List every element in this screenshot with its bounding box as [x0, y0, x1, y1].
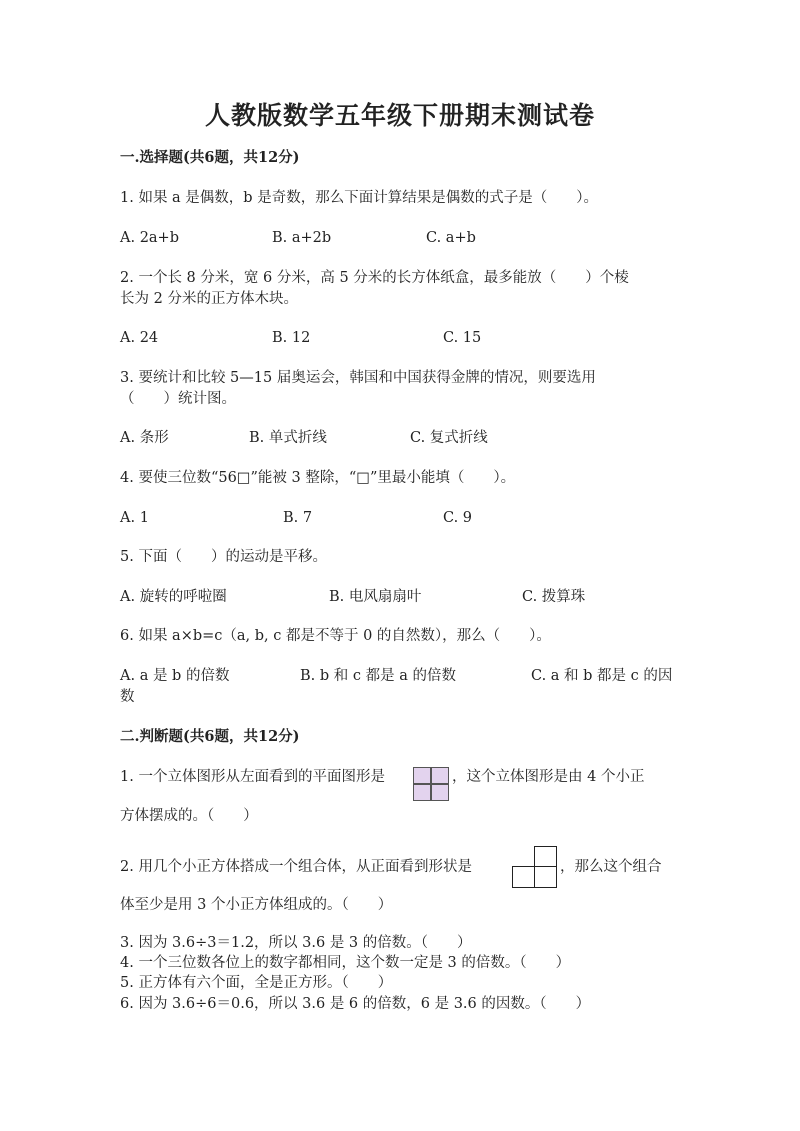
question-3-text-line2: （ ）统计图。	[120, 391, 236, 407]
question-2-option-c: C. 15	[443, 330, 482, 346]
question-6-option-c-wrap: 数	[120, 689, 135, 705]
question-3-option-c: C. 复式折线	[410, 430, 488, 446]
figure-square-top	[534, 846, 557, 868]
question-5-option-c: C. 拨算珠	[522, 589, 586, 605]
section-heading-judgement: 二.判断题(共6题，共12分)	[120, 728, 300, 745]
question-1-text: 1. 如果 a 是偶数，b 是奇数，那么下面计算结果是偶数的式子是（ ）。	[120, 190, 598, 206]
judgement-1-text-before: 1. 一个立体图形从左面看到的平面图形是	[120, 769, 385, 785]
judgement-6-text: 6. 因为 3.6÷6＝0.6，所以 3.6 是 6 的倍数，6 是 3.6 的因数。（ ）	[120, 996, 591, 1012]
question-5-option-b: B. 电风扇扇叶	[329, 589, 422, 605]
figure-divider-horizontal	[414, 783, 448, 785]
question-3-text-line1: 3. 要统计和比较 5—15 届奥运会，韩国和中国获得金牌的情况，则要选用	[120, 370, 596, 386]
question-1-option-c: C. a+b	[426, 230, 476, 246]
judgement-4-text: 4. 一个三位数各位上的数字都相同，这个数一定是 3 的倍数。（ ）	[120, 955, 571, 971]
two-by-two-square-figure	[413, 767, 449, 801]
question-2-text-line2: 长为 2 分米的正方体木块。	[120, 291, 298, 307]
question-6-text: 6. 如果 a×b=c（a, b, c 都是不等于 0 的自然数），那么（ ）。	[120, 628, 551, 644]
judgement-3-text: 3. 因为 3.6÷3＝1.2，所以 3.6 是 3 的倍数。（ ）	[120, 935, 472, 951]
figure-square-bottom-left	[512, 866, 535, 888]
judgement-2-text-line2: 体至少是用 3 个小正方体组成的。（ ）	[120, 897, 393, 913]
question-6-option-a: A. a 是 b 的倍数	[120, 668, 230, 684]
judgement-2-text-before: 2. 用几个小正方体搭成一个组合体，从正面看到形状是	[120, 859, 472, 875]
figure-square-bottom-right	[534, 866, 557, 888]
judgement-1-text-after: ，这个立体图形是由 4 个小正	[452, 769, 645, 785]
question-2-text-line1: 2. 一个长 8 分米，宽 6 分米，高 5 分米的长方体纸盒，最多能放（ ）个棱	[120, 270, 629, 286]
question-6-option-c: C. a 和 b 都是 c 的因	[531, 668, 673, 684]
question-2-option-a: A. 24	[120, 330, 159, 346]
question-3-option-a: A. 条形	[120, 430, 169, 446]
judgement-2-text-after: ，那么这个组合	[560, 859, 662, 875]
question-4-option-b: B. 7	[283, 510, 313, 526]
question-4-text: 4. 要使三位数“56□”能被 3 整除，“□”里最小能填（ ）。	[120, 470, 516, 486]
judgement-5-text: 5. 正方体有六个面，全是正方形。（ ）	[120, 975, 393, 991]
judgement-1-text-line2: 方体摆成的。（ ）	[120, 808, 258, 824]
question-6-option-b: B. b 和 c 都是 a 的倍数	[300, 668, 456, 684]
question-4-option-a: A. 1	[120, 510, 149, 526]
section-heading-choice: 一.选择题(共6题，共12分)	[120, 149, 300, 166]
page-title: 人教版数学五年级下册期末测试卷	[204, 101, 595, 130]
question-1-option-b: B. a+2b	[272, 230, 332, 246]
question-4-option-c: C. 9	[443, 510, 473, 526]
question-2-option-b: B. 12	[272, 330, 311, 346]
question-1-option-a: A. 2a+b	[120, 230, 179, 246]
question-3-option-b: B. 单式折线	[249, 430, 327, 446]
question-5-option-a: A. 旋转的呼啦圈	[120, 589, 227, 605]
question-5-text: 5. 下面（ ）的运动是平移。	[120, 549, 327, 565]
